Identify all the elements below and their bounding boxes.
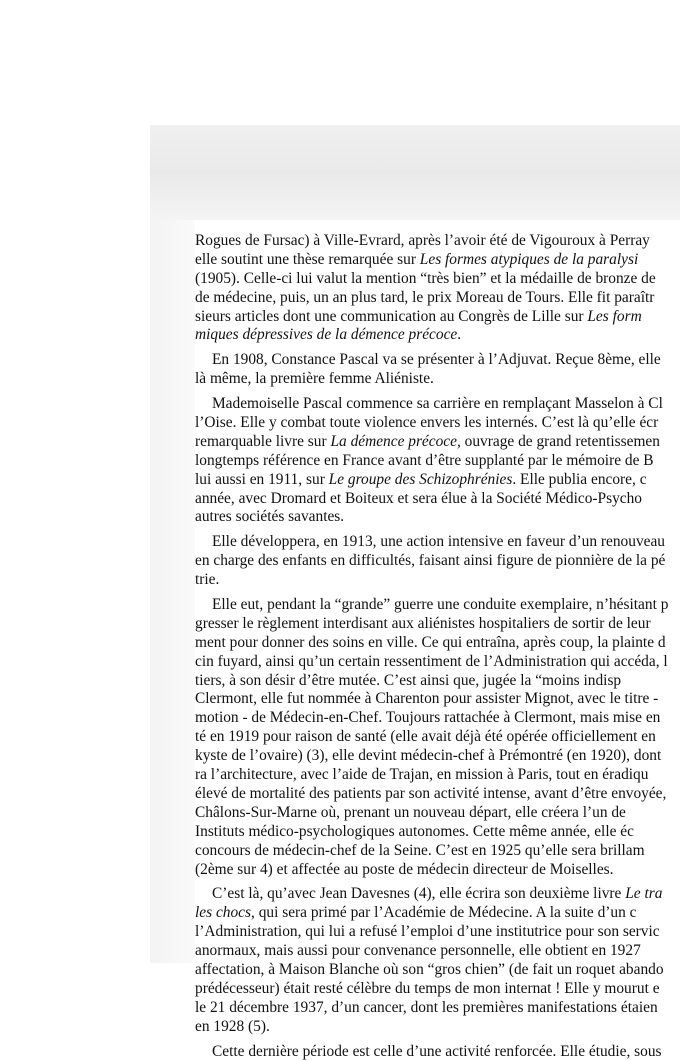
text-span: là même, la première femme Aliéniste. — [195, 370, 434, 388]
text-span: en charge des enfants en difficultés, faisant ainsi figure de pionnière de la pé — [195, 552, 666, 570]
text-span: (1905). Celle-ci lui valut la mention “très bien” et la médaille de bronze de — [195, 269, 656, 287]
text-span: , qui sera primé par l’Académie de Médecine. A la suite d’un c — [251, 904, 637, 922]
text-span: ra l’architecture, avec l’aide de Trajan, en mission à Paris, tout en éradiqu — [195, 766, 649, 784]
text-line — [195, 885, 680, 904]
text-span: Mademoiselle Pascal commence sa carrière en remplaçant Masselon à Cl — [212, 395, 663, 413]
text-span: elle soutint une thèse remarquée sur — [195, 250, 420, 268]
text-line — [195, 672, 680, 691]
paragraph — [195, 533, 680, 590]
text-line — [195, 747, 680, 766]
text-span: En 1908, Constance Pascal va se présenter à l’Adjuvat. Reçue 8ème, elle — [212, 351, 661, 369]
text-span: concours de médecin-chef de la Seine. C’est en 1925 qu’elle sera brillam — [195, 841, 645, 859]
text-line — [195, 370, 680, 389]
text-span: té en 1919 pour raison de santé (elle avait déjà été opérée officiellement en — [195, 728, 656, 746]
italic-text: Le groupe des Schizophrénies — [328, 470, 513, 488]
italic-text: Les form — [587, 307, 642, 325]
text-line — [195, 395, 680, 414]
paragraph — [195, 885, 680, 1036]
text-span: tiers, à son désir d’être mutée. C’est ainsi que, jugée la “moins indisp — [195, 671, 622, 689]
text-span: trie. — [195, 571, 220, 589]
text-line — [195, 414, 680, 433]
text-line — [195, 533, 680, 552]
document-body — [195, 232, 680, 1061]
text-span: le 21 décembre 1937, d’un cancer, dont les premières manifestations étaien — [195, 998, 658, 1016]
text-line — [195, 785, 680, 804]
paragraph — [195, 351, 680, 389]
italic-text: les chocs — [195, 904, 251, 922]
paragraph — [195, 395, 680, 527]
text-span: ouvrage de grand retentissemen — [460, 432, 660, 450]
text-span: lui aussi en 1911, sur — [195, 470, 329, 488]
text-line — [195, 571, 680, 590]
text-line — [195, 709, 680, 728]
text-span: anormaux, mais aussi pour convenance personnelle, elle obtient en 1927 — [195, 942, 641, 960]
text-span: en 1928 (5). — [195, 1017, 270, 1035]
text-line — [195, 433, 680, 452]
text-span: prédécesseur) était resté célèbre du temps de mon internat ! Elle y mourut e — [195, 979, 660, 997]
scan-shadow-band — [150, 125, 680, 220]
text-line — [195, 1018, 680, 1037]
text-span: élevé de mortalité des patients par son activité intense, avant d’être envoyée, — [195, 784, 667, 802]
text-line — [195, 615, 680, 634]
text-span: Cette dernière période est celle d’une activité renforcée. Elle étudie, sous — [212, 1042, 662, 1060]
text-line — [195, 942, 680, 961]
text-line — [195, 508, 680, 527]
text-line — [195, 842, 680, 861]
text-line — [195, 251, 680, 270]
text-line — [195, 823, 680, 842]
text-line — [195, 653, 680, 672]
text-span: Châlons-Sur-Marne où, prenant un nouveau départ, elle créera l’un de — [195, 803, 626, 821]
text-line — [195, 308, 680, 327]
text-line — [195, 861, 680, 880]
text-span: kyste de l’ovaire) (3), elle devint médecin-chef à Prémontré (en 1920), dont — [195, 747, 662, 765]
text-line — [195, 766, 680, 785]
text-span: cin fuyard, ainsi qu’un certain ressentiment de l’Administration qui accéda, l — [195, 652, 668, 670]
text-span: affectation, à Maison Blanche où son “gros chien” (de fait un roquet abando — [195, 960, 664, 978]
text-span: de médecine, puis, un an plus tard, le prix Moreau de Tours. Elle fit paraîtr — [195, 288, 655, 306]
text-line — [195, 961, 680, 980]
text-span: sieurs articles dont une communication au Congrès de Lille sur — [195, 307, 588, 325]
paragraph — [195, 1043, 680, 1061]
text-line — [195, 471, 680, 490]
paragraph — [195, 232, 680, 345]
text-span: motion - de Médecin-en-Chef. Toujours rattachée à Clermont, mais mise en — [195, 709, 661, 727]
text-line — [195, 490, 680, 509]
text-line — [195, 1043, 680, 1061]
text-span: l’Administration, qui lui a refusé l’emploi d’une institutrice pour son servic — [195, 923, 660, 941]
text-line — [195, 923, 680, 942]
text-span: . — [457, 326, 462, 344]
scan-shadow-margin — [150, 220, 195, 963]
text-span: Rogues de Fursac) à Ville-Evrard, après l’avoir été de Vigouroux à Perray — [195, 232, 650, 249]
text-line — [195, 728, 680, 747]
text-line — [195, 634, 680, 653]
text-span: gresser le règlement interdisant aux aliénistes hospitaliers de sortir de leur — [195, 614, 651, 632]
text-span: remarquable livre sur — [195, 432, 331, 450]
text-line — [195, 690, 680, 709]
italic-text: Le tra — [625, 885, 663, 903]
text-line — [195, 980, 680, 999]
text-span: année, avec Dromard et Boiteux et sera élue à la Société Médico-Psycho — [195, 489, 643, 507]
text-line — [195, 596, 680, 615]
text-span: C’est là, qu’avec Jean Davesnes (4), elle écrira son deuxième livre — [212, 885, 626, 903]
text-span: Instituts médico-psychologiques autonomes. Cette même année, elle éc — [195, 822, 634, 840]
text-line — [195, 804, 680, 823]
text-span: ment pour donner des soins en ville. Ce qui entraîna, après coup, la plainte d — [195, 633, 666, 651]
text-span: longtemps référence en France avant d’être supplanté par le mémoire de B — [195, 451, 654, 469]
italic-text: miques dépressives de la démence précoce — [195, 326, 458, 344]
text-line — [195, 270, 680, 289]
text-span: Elle développera, en 1913, une action intensive en faveur d’un renouveau — [212, 533, 665, 551]
text-line — [195, 289, 680, 308]
text-line — [195, 452, 680, 471]
text-span: Clermont, elle fut nommée à Charenton pour assister Mignot, avec le titre - — [195, 690, 659, 708]
paragraph — [195, 596, 680, 879]
text-span: l’Oise. Elle y combat toute violence envers les internés. C’est là qu’elle écr — [195, 414, 659, 432]
text-line — [195, 999, 680, 1018]
text-line — [195, 326, 680, 345]
text-line — [195, 904, 680, 923]
text-span: Elle eut, pendant la “grande” guerre une conduite exemplaire, n’hésitant p — [212, 596, 669, 614]
text-span: . Elle publia encore, c — [512, 470, 647, 488]
italic-text: Les formes atypiques de la paralysi — [419, 250, 639, 268]
text-line — [195, 552, 680, 571]
text-line — [195, 351, 680, 370]
italic-text: La démence précoce, — [330, 432, 461, 450]
text-span: autres sociétés savantes. — [195, 508, 345, 526]
text-line — [195, 232, 680, 251]
text-span: (2ème sur 4) et affectée au poste de médecin directeur de Moiselles. — [195, 860, 614, 878]
